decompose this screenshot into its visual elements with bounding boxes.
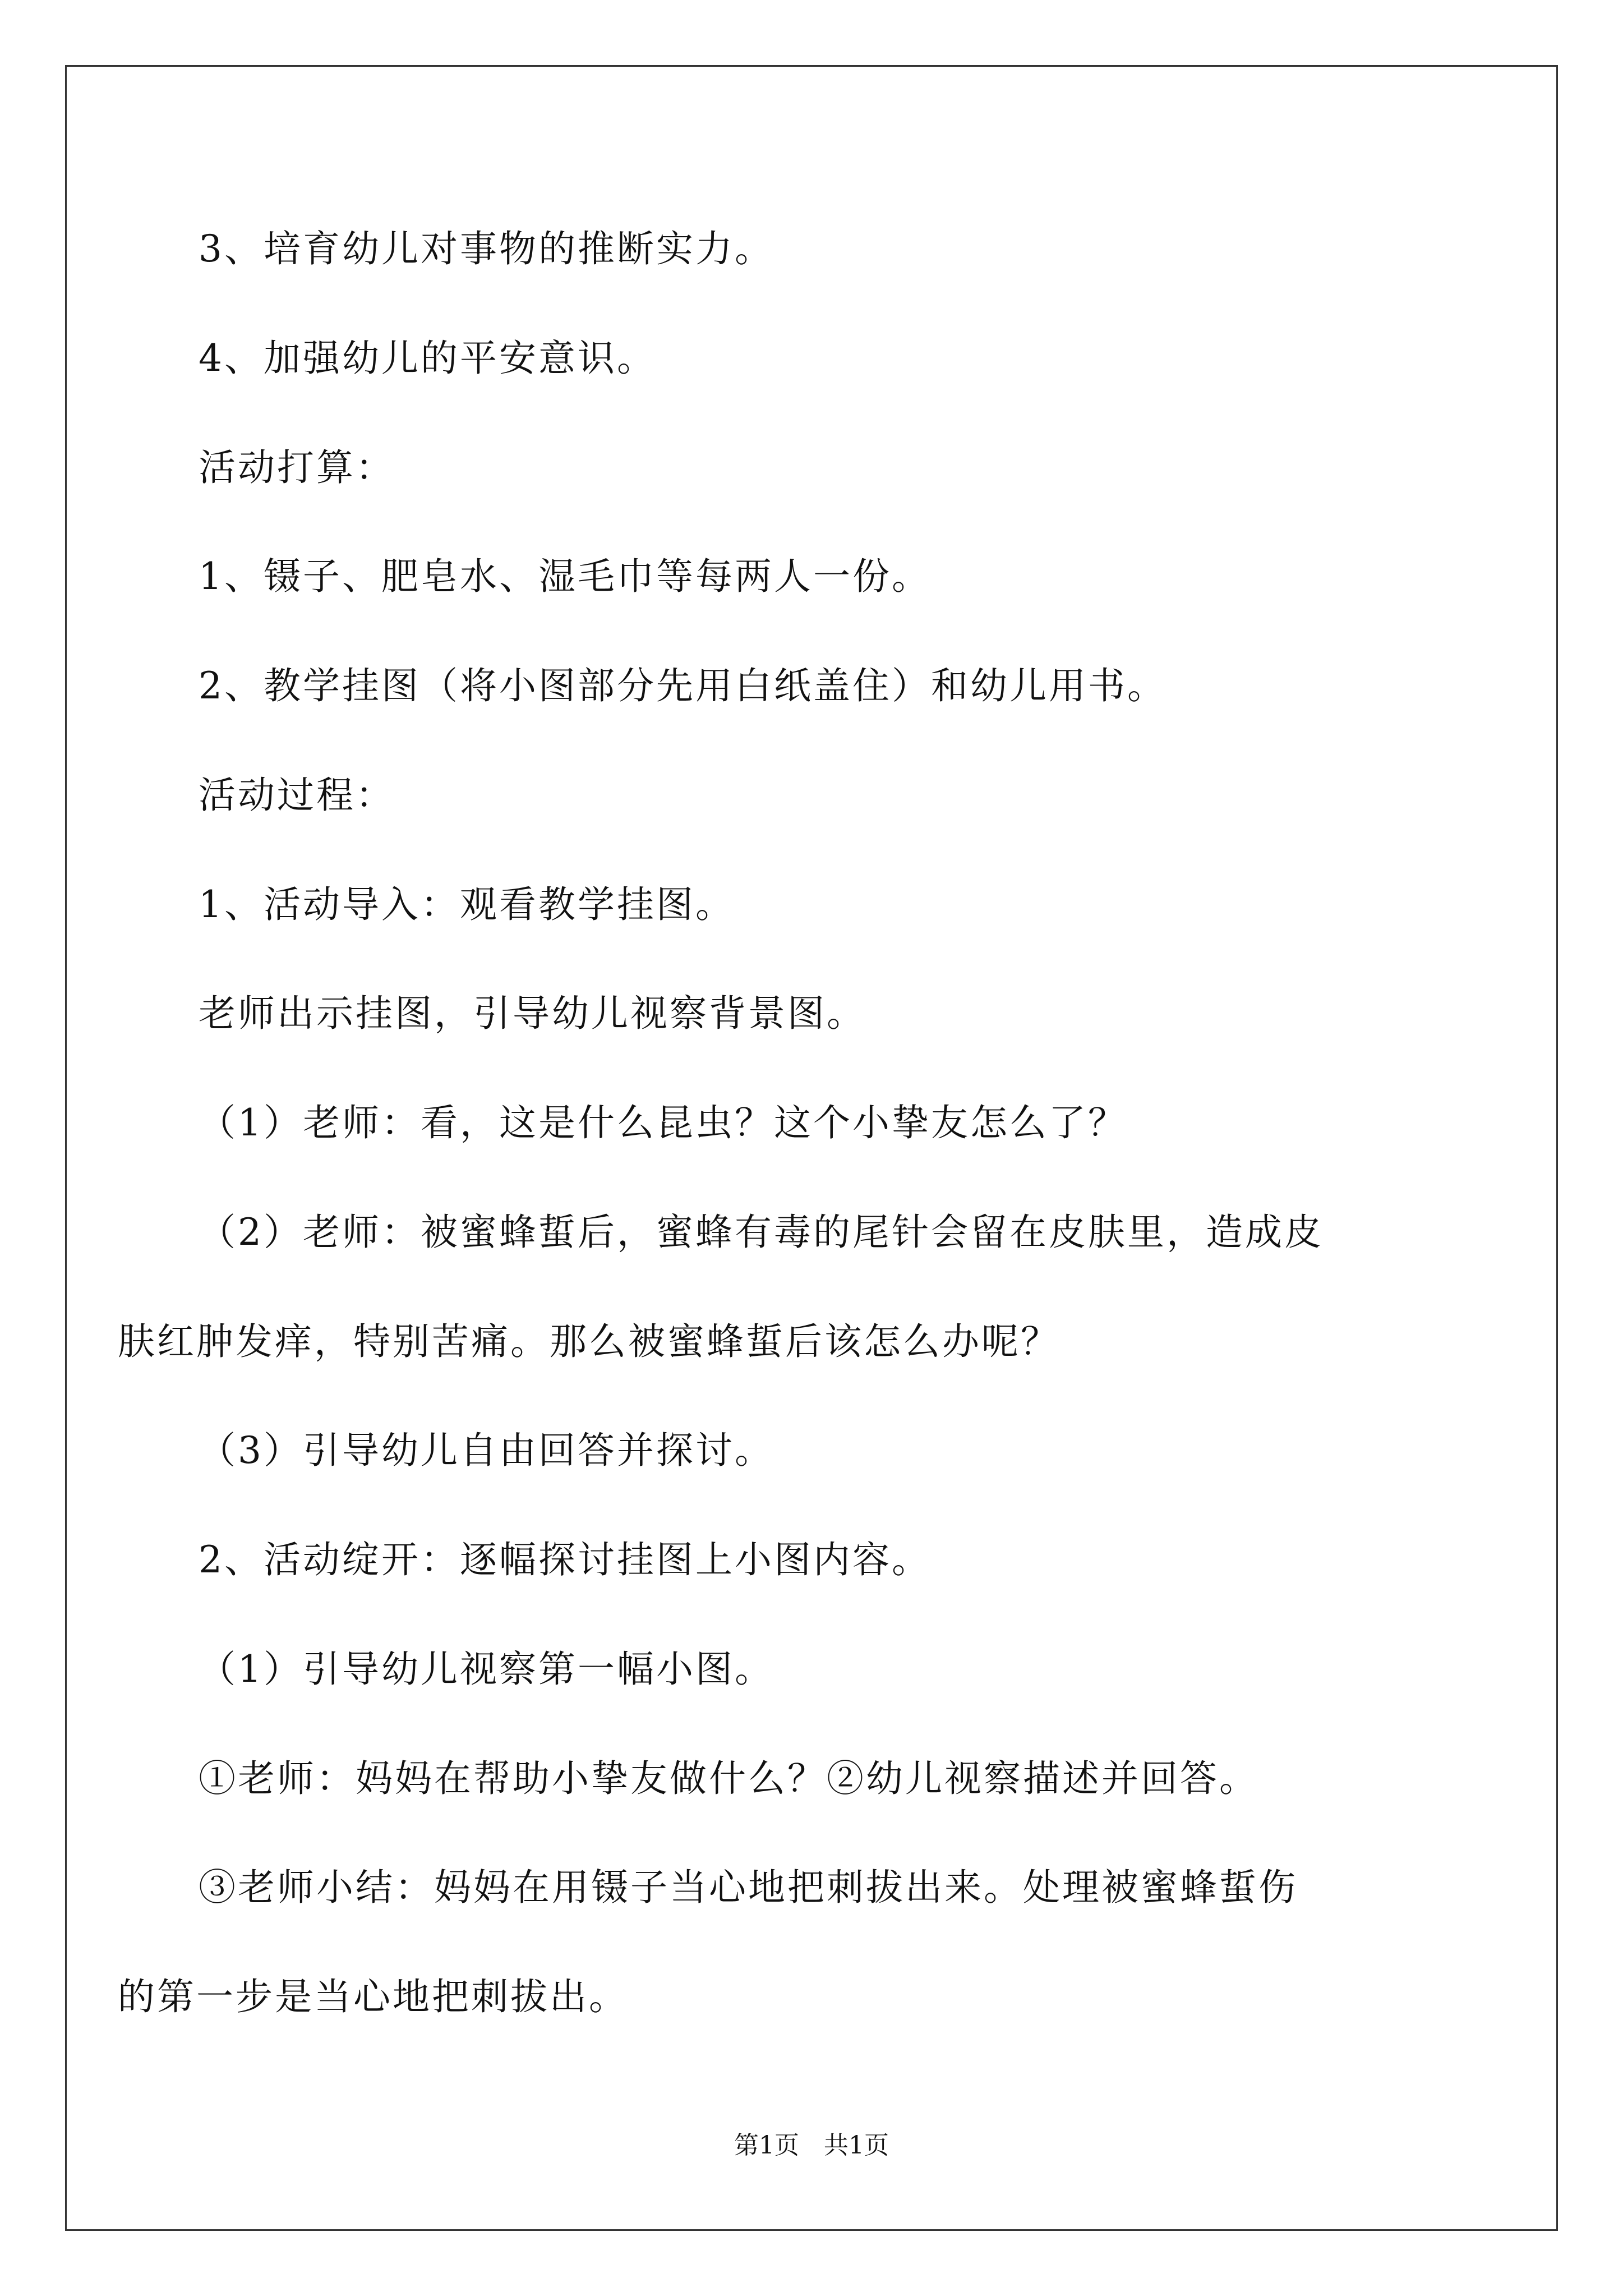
paragraph-line: 3、培育幼儿对事物的推断实力。 (199, 227, 774, 270)
paragraph-line: 2、教学挂图（将小图部分先用白纸盖住）和幼儿用书。 (199, 664, 1166, 707)
page-number-label: 第1页 共1页 (734, 2131, 889, 2160)
paragraph-line: （1）老师：看，这是什么昆虫？这个小挚友怎么了？ (199, 1101, 1127, 1144)
paragraph-line: 的第一步是当心地把刺拔出。 (118, 1975, 628, 2018)
paragraph-line: 活动过程： (199, 773, 395, 817)
paragraph-line: 4、加强幼儿的平安意识。 (199, 336, 656, 380)
page-footer (0, 2130, 1623, 2161)
paragraph-line: 活动打算： (199, 445, 395, 489)
paragraph-line: ③老师小结：妈妈在用镊子当心地把刺拔出来。处理被蜜蜂蜇伤 (199, 1866, 1298, 1910)
paragraph-line: （1）引导幼儿视察第一幅小图。 (199, 1647, 774, 1691)
paragraph-line: 2、活动绽开：逐幅探讨挂图上小图内容。 (199, 1538, 931, 1581)
paragraph-line: ①老师：妈妈在帮助小挚友做什么？②幼儿视察描述并回答。 (199, 1756, 1258, 1800)
paragraph-line: （2）老师：被蜜蜂蜇后，蜜蜂有毒的尾针会留在皮肤里，造成皮 (199, 1210, 1324, 1254)
paragraph-line: 肤红肿发痒，特别苦痛。那么被蜜蜂蜇后该怎么办呢？ (118, 1319, 1060, 1363)
paragraph-line: 老师出示挂图，引导幼儿视察背景图。 (199, 992, 866, 1036)
paragraph-line: （3）引导幼儿自由回答并探讨。 (199, 1429, 774, 1473)
paragraph-line: 1、活动导入：观看教学挂图。 (199, 882, 735, 926)
paragraph-line: 1、镊子、肥皂水、湿毛巾等每两人一份。 (199, 555, 931, 599)
